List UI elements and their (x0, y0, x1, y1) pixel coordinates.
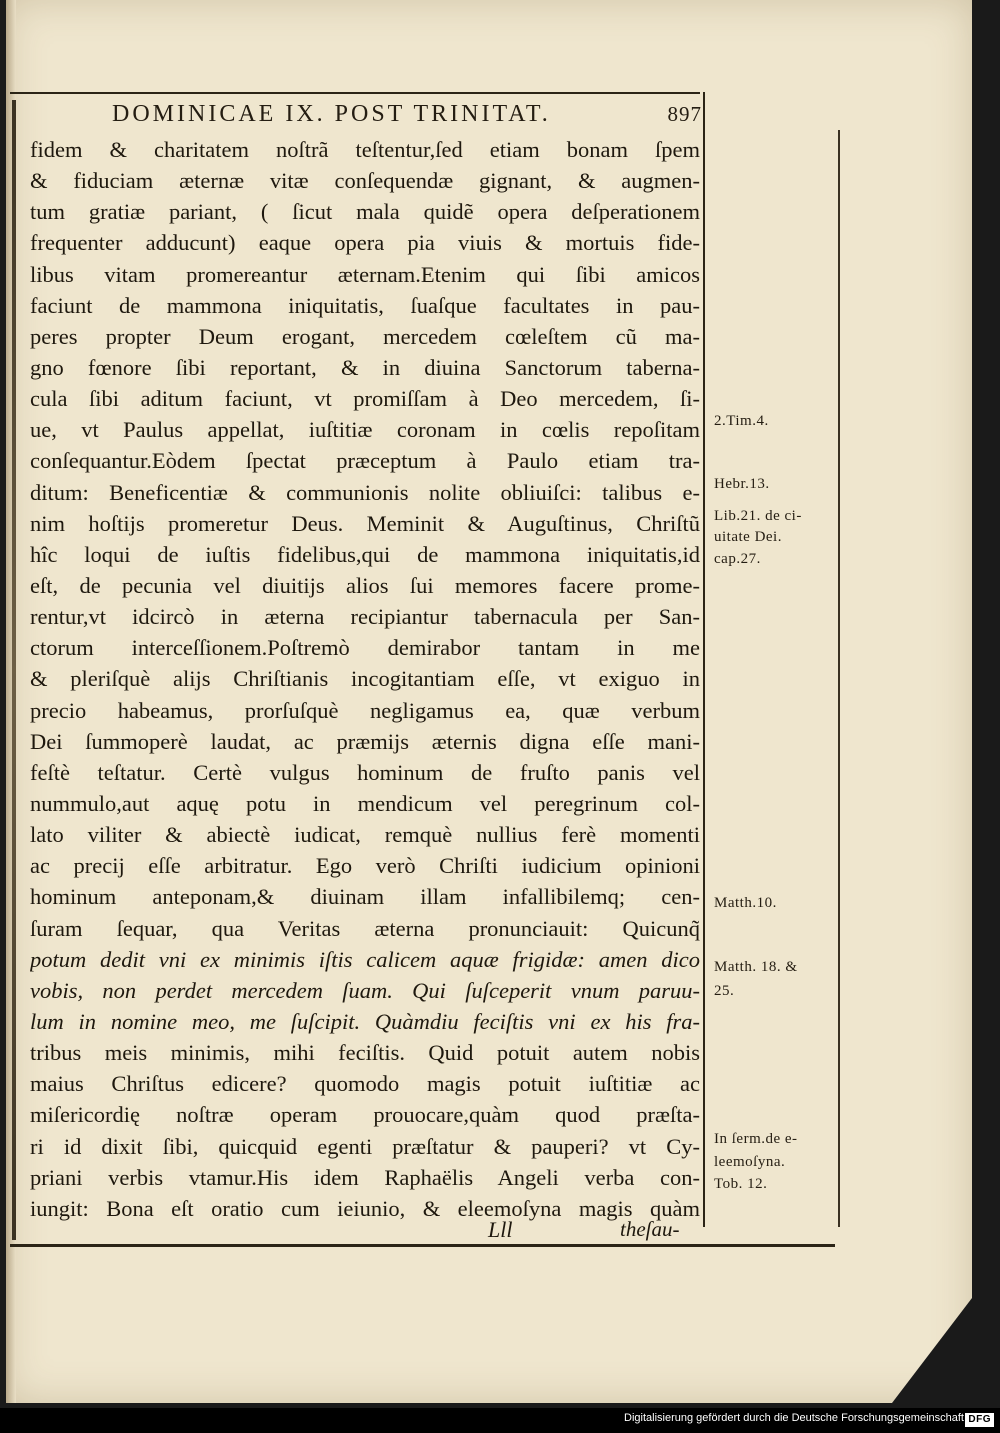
text-line: feſtè teſtatur. Certè vulgus hominum de fruſto panis vel (30, 759, 700, 785)
text-line: faciunt de mammona iniquitatis, ſuaſque facultates in pau- (30, 292, 700, 318)
running-title: DOMINICAE IX. POST TRINITAT. (112, 100, 551, 127)
text-line: peres propter Deum erogant, mercedem cœleſtem cũ ma- (30, 323, 700, 349)
text-line: lato viliter & abiectè iudicat, remquè nullius ferè momenti (30, 822, 700, 848)
margin-note: cap.27. (714, 551, 761, 567)
text-line: tribus meis minimis, mihi feciſtis. Quid potuit autem nobis (30, 1040, 700, 1066)
text-line: ctorum interceſſionem.Poſtremò demirabor tantam in me (30, 635, 700, 661)
margin-note: 2.Tim.4. (714, 413, 769, 429)
text-line: miſericordię noſtræ operam prouocare,quàm quod præſta- (30, 1102, 700, 1128)
bottom-rule (10, 1244, 835, 1247)
page-number: 897 (667, 101, 702, 126)
text-line: nim hoſtijs promeretur Deus. Meminit & Auguſtinus, Chriſtũ (30, 510, 700, 536)
margin-note: In ſerm.de e- (714, 1131, 798, 1147)
text-line: lum in nomine meo, me ſuſcipit. Quàmdiu feciſtis vni ex his fra- (30, 1008, 700, 1034)
text-line: ditum: Beneficentiæ & communionis nolite obliuiſci: talibus e- (30, 479, 700, 505)
text-line: precio habeamus, prorſuſquè negligamus ea, quæ verbum (30, 697, 700, 723)
margin-note: Matth. 18. & (714, 959, 798, 975)
catchword: theſau- (620, 1217, 680, 1241)
margin-note: Lib.21. de ci- (714, 508, 802, 524)
margin-note: uitate Dei. (714, 529, 782, 545)
signature-mark: Lll (488, 1217, 513, 1242)
margin-note: Matth.10. (714, 895, 777, 911)
text-line: potum dedit vni ex minimis iſtis calicem aquæ frigidæ: amen dico (30, 946, 700, 972)
page-torn-corner (892, 1298, 972, 1403)
main-text-column (30, 134, 700, 1224)
text-line: Dei ſummoperè laudat, ac præmijs æternis digna eſſe mani- (30, 728, 700, 754)
text-line: rentur,vt idcircò in æterna recipiantur tabernacula per San- (30, 604, 700, 630)
margin-border-rule (838, 130, 840, 1227)
text-line: cula ſibi aditum faciunt, vt promiſſam à Deo mercedem, ſi- (30, 386, 700, 412)
text-line: eſt, de pecunia vel diuitijs alios ſui memores facere prome- (30, 572, 700, 598)
text-line: tum gratiæ pariant, ( ſicut mala quidẽ opera deſperationem (30, 199, 700, 225)
text-line: iungit: Bona eſt oratio cum ieiunio, & eleemoſyna magis quàm (30, 1195, 700, 1221)
text-line: & fiduciam æternæ vitæ conſequendæ gignant, & augmen- (30, 168, 700, 194)
text-line: libus vitam promereantur æternam.Etenim qui ſibi amicos (30, 261, 700, 287)
text-line: gno fœnore ſibi reportant, & in diuina Sanctorum taberna- (30, 354, 700, 380)
header-rule (10, 92, 700, 94)
column-divider-rule (703, 92, 705, 1227)
text-line: maius Chriſtus edicere? quomodo magis potuit iuſtitiæ ac (30, 1071, 700, 1097)
margin-note: 25. (714, 983, 735, 999)
text-line: hîc loqui de iuſtis fidelibus,qui de mammona iniquitatis,id (30, 541, 700, 567)
text-line: nummulo,aut aquę potu in mendicum vel peregrinum col- (30, 790, 700, 816)
margin-note: leemoſyna. (714, 1154, 786, 1170)
dfg-logo: DFG (965, 1413, 994, 1427)
text-line: priani verbis vtamur.His idem Raphaëlis Angeli verba con- (30, 1164, 700, 1190)
running-head (112, 96, 702, 132)
text-line: hominum anteponam,& diuinam illam infallibilemq; cen- (30, 884, 700, 910)
text-line: & pleriſquè alijs Chriſtianis incogitantiam eſſe, vt exiguo in (30, 666, 700, 692)
text-line: ſuram ſequar, qua Veritas æterna pronunciauit: Quicunq̃ (30, 915, 700, 941)
left-border-rule (12, 100, 16, 1240)
text-line: fidem & charitatem noſtrã teſtentur,ſed etiam bonam ſpem (30, 137, 700, 162)
margin-note: Hebr.13. (714, 476, 770, 492)
text-line: frequenter adducunt) eaque opera pia viuis & mortuis fide- (30, 230, 700, 256)
text-line: ue, vt Paulus appellat, iuſtitiæ coronam in cœlis repoſitam (30, 417, 700, 443)
text-line: ac precij eſſe arbitratur. Ego verò Chriſti iudicium opinioni (30, 853, 700, 879)
text-line: ri id dixit ſibi, quicquid egenti præſtatur & pauperi? vt Cy- (30, 1133, 700, 1159)
margin-note: Tob. 12. (714, 1176, 768, 1192)
text-line: vobis, non perdet mercedem ſuam. Qui ſuſceperit vnum paruu- (30, 977, 700, 1003)
text-line: conſequantur.Eòdem ſpectat præceptum à Paulo etiam tra- (30, 448, 700, 474)
digitization-credit: Digitalisierung gefördert durch die Deutsche Forschungsgemeinschaft (624, 1412, 964, 1424)
